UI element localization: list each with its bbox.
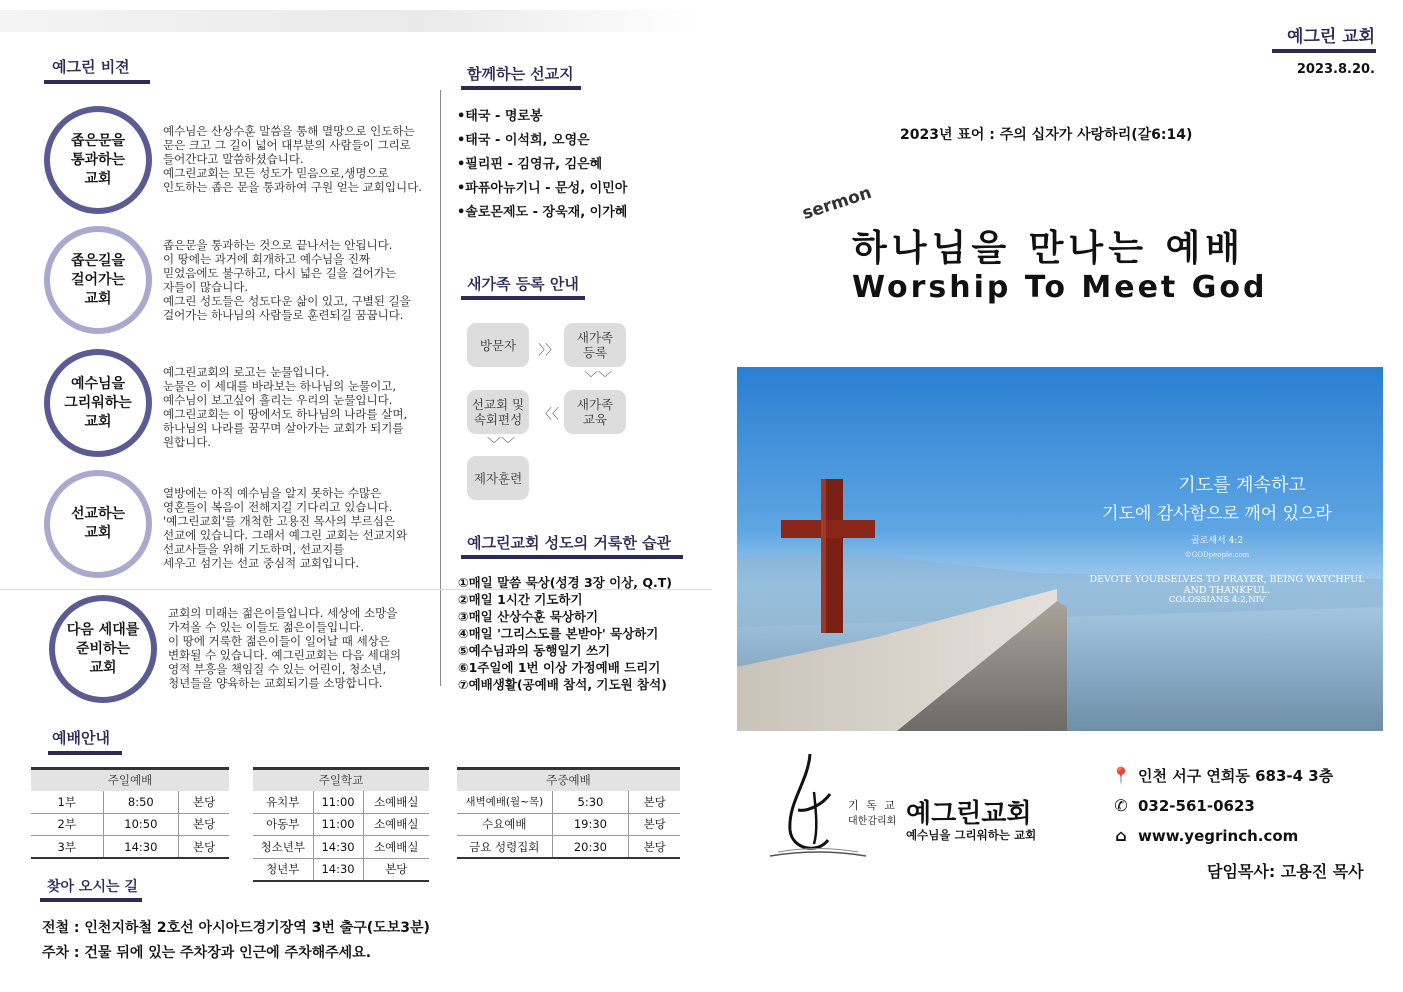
missions-list [457,105,627,225]
logo-slogan: 예수님을 그리워하는 교회 [906,828,1037,842]
vision-circle-3: 예수님을 그리워하는 교회 [44,349,152,457]
missions-heading: 함께하는 선교지 [467,65,574,83]
table-cell: 본당 [629,791,680,814]
table-row [31,813,229,836]
table-cell: 청년부 [253,858,313,881]
reg-arrow-down: ﹀﹀ [584,371,612,387]
mission-item: •솔로몬제도 - 장욱재, 이가혜 [457,205,628,220]
table-cell: 본당 [629,813,680,836]
habits-list [458,574,672,693]
table-cell: 본당 [363,858,429,881]
cover-title-korean: 하나님을 만나는 예배 [852,228,1246,269]
directions-parking: 주차 : 건물 뒤에 있는 주차장과 인근에 주차해주세요. [42,945,372,961]
table-row [457,791,680,814]
website-text: www.yegrinch.com [1138,826,1299,845]
cover-photo [737,367,1383,731]
registration-heading-underline [461,296,585,300]
table-cell: 본당 [179,836,229,859]
table-cell: 본당 [629,836,680,859]
worship-heading: 예배안내 [52,729,110,747]
church-name-underline [1272,49,1376,53]
vision-circle-4: 선교하는 교회 [44,470,152,578]
reg-step-visitor: 방문자 [467,323,529,367]
home-icon: ⌂ [1115,826,1127,845]
reg-arrow-down-2: ﹀﹀ [487,437,515,453]
table-cell: 2부 [31,813,103,836]
table-cell: 금요 성령집회 [457,836,552,859]
habit-item: ④매일 '그리스도를 본받아' 묵상하기 [458,626,659,641]
vision-text-5: 교회의 미래는 젊은이들입니다. 세상에 소망을 가져올 수 있는 이들도 젊은이들입니다. 이 땅에 거룩한 젊은이들이 일어날 때 세상은 변화될 수 있습니다. 예그린교회는 다음 세대의 영적 부흥을 책임질 수 있는 어린이, 청소년, 청년들을 양육하는 교회되기를 소망합니다. [168,606,402,690]
vision-circle-5: 다음 세대를 준비하는 교회 [49,595,157,703]
verse-korean-1: 기도를 계속하고 [1178,475,1306,496]
vision-text-2: 좁은문을 통과하는 것으로 끝나서는 안됩니다. 이 땅에는 과거에 회개하고 예수님을 진짜 믿었음에도 불구하고, 다시 넓은 길을 걸어가는 자들이 많습니다. 예그린 성도들은 성도다운 삶이 있고, 구별된 길을 걸어가는 하나님의 사람들로 훈련되길 꿈꿉니다. [163,238,411,322]
table-cell: 소예배실 [363,836,429,859]
sunday-worship-table [31,767,229,859]
vision-circle-1: 좁은문을 통과하는 교회 [44,106,152,214]
cover-title-english: Worship To Meet God [852,270,1268,305]
habits-heading-underline [461,555,683,559]
table-row [253,836,429,859]
mission-item: •파퓨아뉴기니 - 문성, 이민아 [457,181,628,196]
verse-reference: 골로새서 4:2 [1190,536,1244,546]
table-cell: 유치부 [253,791,313,814]
cross-on-wall-illustration [737,367,1383,731]
table-cell: 5:30 [552,791,629,814]
table-row [457,813,680,836]
table-title: 주중예배 [457,769,680,791]
verse-english-reference: COLOSSIANS 4:2,NIV [1168,595,1266,605]
verse-korean-2: 기도에 감사함으로 깨어 있으라 [1102,504,1332,524]
pastor-name: 담임목사: 고용진 목사 [1207,862,1364,881]
address-text: 인천 서구 연희동 683-4 3층 [1138,767,1334,785]
vision-heading-underline [44,80,150,84]
phone-line [1110,796,1255,815]
vision-text-4: 열방에는 아직 예수님을 알지 못하는 수많은 영혼들이 복음이 전해지길 기다리고 있습니다. '예그린교회'를 개척한 고용진 목사의 부르심은 선교에 있습니다. 그래서 예그린 교회는 선교지와 선교사들을 위해 기도하며, 선교지를 세우고 섬기는 선교 중심적 교회입니다. [163,486,408,570]
directions-subway: 전철 : 인천지하철 2호선 아시아드경기장역 3번 출구(도보3분) [42,920,430,936]
church-name-top: 예그린 교회 [1286,27,1375,47]
table-title: 주일예배 [31,769,229,791]
directions-heading: 찾아 오시는 길 [47,879,138,895]
mission-item: •태국 - 이석희, 오영은 [457,133,590,148]
website-line [1110,826,1298,845]
table-cell: 11:00 [313,813,363,836]
habit-item: ⑦예배생활(공예배 참석, 기도원 참석) [458,677,667,692]
vision-heading: 예그린 비젼 [52,58,130,76]
table-cell: 아동부 [253,813,313,836]
table-cell: 14:30 [103,836,179,859]
vision-text-1: 예수님은 산상수훈 말씀을 통해 멸망으로 인도하는 문은 크고 그 길이 넓어 대부분의 사람들이 그리로 들어간다고 말씀하셨습니다. 예그린교회는 모든 성도가 믿음으로,생명으로 인도하는 좁은 문을 통과하여 구원 얻는 교회입니다. [163,124,422,194]
habit-item: ③매일 산상수훈 묵상하기 [458,609,599,624]
directions-heading-underline [40,898,142,902]
table-row [253,858,429,881]
reg-arrow-right: 〉〉 [538,343,559,359]
reg-step-group: 선교회 및 속회편성 [467,390,529,434]
table-cell: 본당 [179,791,229,814]
table-row [253,813,429,836]
table-cell: 19:30 [552,813,629,836]
table-cell: 8:50 [103,791,179,814]
table-cell: 소예배실 [363,791,429,814]
table-cell: 청소년부 [253,836,313,859]
verse-english: DEVOTE YOURSELVES TO PRAYER, BEING WATCHFUL AND THANKFUL. [1089,574,1365,596]
habit-item: ⑥1주일에 1번 이상 가정예배 드리기 [458,660,661,675]
table-title: 주일학교 [253,769,429,791]
reg-step-register: 새가족 등록 [564,323,626,367]
mission-item: •필리핀 - 김영규, 김은혜 [457,157,603,172]
logo-denomination-1: 기 독 교 [848,799,897,812]
table-cell: 소예배실 [363,813,429,836]
table-cell: 새벽예배(월~목) [457,791,552,814]
table-cell: 본당 [179,813,229,836]
table-cell: 3부 [31,836,103,859]
table-row [457,836,680,859]
habits-heading: 예그린교회 성도의 거룩한 습관 [467,534,672,552]
photo-credit: ©GODpeople.com [1184,551,1250,559]
year-motto: 2023년 표어 : 주의 십자가 사랑하리(갈6:14) [900,127,1193,143]
phone-icon: ✆ [1114,796,1128,815]
sermon-tag: sermon [799,182,875,224]
table-cell: 20:30 [552,836,629,859]
worship-heading-underline [48,751,122,755]
column-divider [440,90,441,686]
vision-text-3: 예그린교회의 로고는 눈물입니다. 눈물은 이 세대를 바라보는 하나님의 눈물이고, 예수님이 보고싶어 흘리는 우리의 눈물입니다. 예그린교회는 이 땅에서도 하나님의 나라를 살며, 하나님의 나라를 꿈꾸며 살아가는 교회가 되기를 원합니다. [163,365,408,449]
table-row [31,836,229,859]
table-cell: 14:30 [313,858,363,881]
reg-arrow-left: 〈〈 [538,407,559,423]
registration-heading: 새가족 등록 안내 [467,275,579,293]
bulletin-date: 2023.8.20. [1296,62,1375,77]
table-cell: 11:00 [313,791,363,814]
logo-denomination-2: 대한감리회 [848,816,897,827]
sunday-school-table [253,767,429,882]
top-shade-bar [0,10,700,32]
reg-step-education: 새가족 교육 [564,390,626,434]
table-cell: 10:50 [103,813,179,836]
phone-text: 032-561-0623 [1138,796,1255,815]
missions-heading-underline [461,86,581,90]
habit-item: ⑤예수님과의 동행일기 쓰기 [458,643,611,658]
habit-item: ②매일 1시간 기도하기 [458,592,583,607]
location-pin-icon: 📍 [1111,766,1131,785]
table-cell: 수요예배 [457,813,552,836]
mission-item: •태국 - 명로봉 [457,109,543,124]
address-line [1110,765,1333,786]
table-cell: 14:30 [313,836,363,859]
reg-step-discipleship: 제자훈련 [467,456,529,500]
vision-circle-2: 좁은길을 걸어가는 교회 [44,226,152,334]
weekday-worship-table [457,767,680,859]
table-row [253,791,429,814]
table-row [31,791,229,814]
habit-item: ①매일 말씀 묵상(성경 3장 이상, Q.T) [458,575,672,590]
logo-church-name: 예그린교회 [906,799,1032,829]
table-cell: 1부 [31,791,103,814]
